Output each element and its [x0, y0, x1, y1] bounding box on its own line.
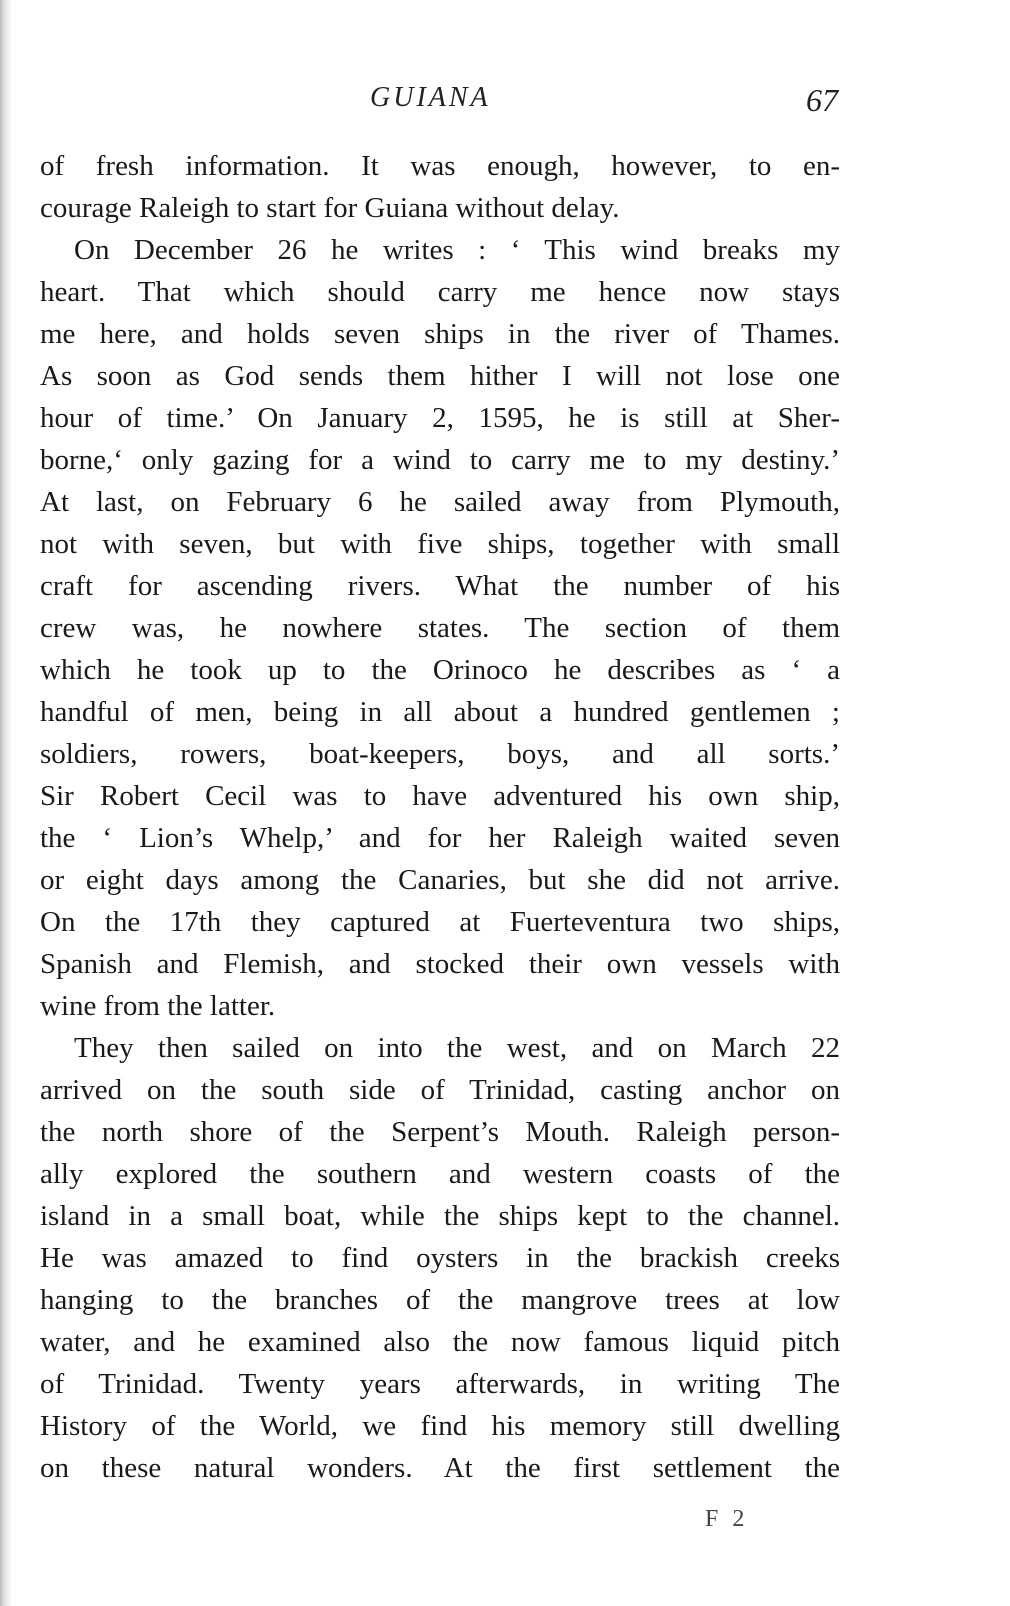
text-line: hour of time.’ On January 2, 1595, he is still at Sher-	[40, 402, 840, 434]
text-line: On the 17th they captured at Fuerteventura two ships,	[40, 906, 840, 938]
text-line: heart. That which should carry me hence now stays	[40, 276, 840, 308]
body-text	[40, 145, 840, 1489]
text-line: Spanish and Flemish, and stocked their own vessels with	[40, 948, 840, 980]
page-header	[0, 82, 1010, 122]
text-line: ally explored the southern and western coasts of the	[40, 1158, 840, 1190]
text-line: of fresh information. It was enough, however, to en-	[40, 150, 840, 182]
text-line: which he took up to the Orinoco he describes as ‘ a	[40, 654, 840, 686]
text-line: me here, and holds seven ships in the river of Thames.	[40, 318, 840, 350]
text-line: the ‘ Lion’s Whelp,’ and for her Raleigh waited seven	[40, 822, 840, 854]
text-line: crew was, he nowhere states. The section of them	[40, 612, 840, 644]
text-line: soldiers, rowers, boat-keepers, boys, and all sorts.’	[40, 738, 840, 770]
text-line: island in a small boat, while the ships kept to the channel.	[40, 1200, 840, 1232]
text-line: of Trinidad. Twenty years afterwards, in writing The	[40, 1368, 840, 1400]
text-line: hanging to the branches of the mangrove trees at low	[40, 1284, 840, 1316]
text-line: History of the World, we find his memory still dwelling	[40, 1410, 840, 1442]
text-line: Sir Robert Cecil was to have adventured his own ship,	[40, 780, 840, 812]
text-line: or eight days among the Canaries, but she did not arrive.	[40, 864, 840, 896]
text-line: They then sailed on into the west, and on March 22	[74, 1032, 840, 1064]
text-line: handful of men, being in all about a hundred gentlemen ;	[40, 696, 840, 728]
text-line: arrived on the south side of Trinidad, casting anchor on	[40, 1074, 840, 1106]
text-line: courage Raleigh to start for Guiana without delay.	[40, 192, 620, 224]
text-line: wine from the latter.	[40, 990, 276, 1022]
signature-mark: F 2	[705, 1506, 749, 1532]
page-number: 67	[806, 82, 838, 118]
text-line: As soon as God sends them hither I will not lose one	[40, 360, 840, 392]
text-line: borne,‘ only gazing for a wind to carry me to my destiny.’	[40, 444, 840, 476]
text-line: At last, on February 6 he sailed away from Plymouth,	[40, 486, 840, 518]
text-line: He was amazed to find oysters in the brackish creeks	[40, 1242, 840, 1274]
text-line: On December 26 he writes : ‘ This wind breaks my	[74, 234, 840, 266]
text-line: water, and he examined also the now famous liquid pitch	[40, 1326, 840, 1358]
text-line: on these natural wonders. At the first settlement the	[40, 1452, 840, 1484]
text-line: the north shore of the Serpent’s Mouth. Raleigh person-	[40, 1116, 840, 1148]
page-edge-shadow	[0, 0, 12, 1606]
text-line: not with seven, but with five ships, together with small	[40, 528, 840, 560]
running-title: GUIANA	[370, 82, 491, 113]
text-line: craft for ascending rivers. What the number of his	[40, 570, 840, 602]
